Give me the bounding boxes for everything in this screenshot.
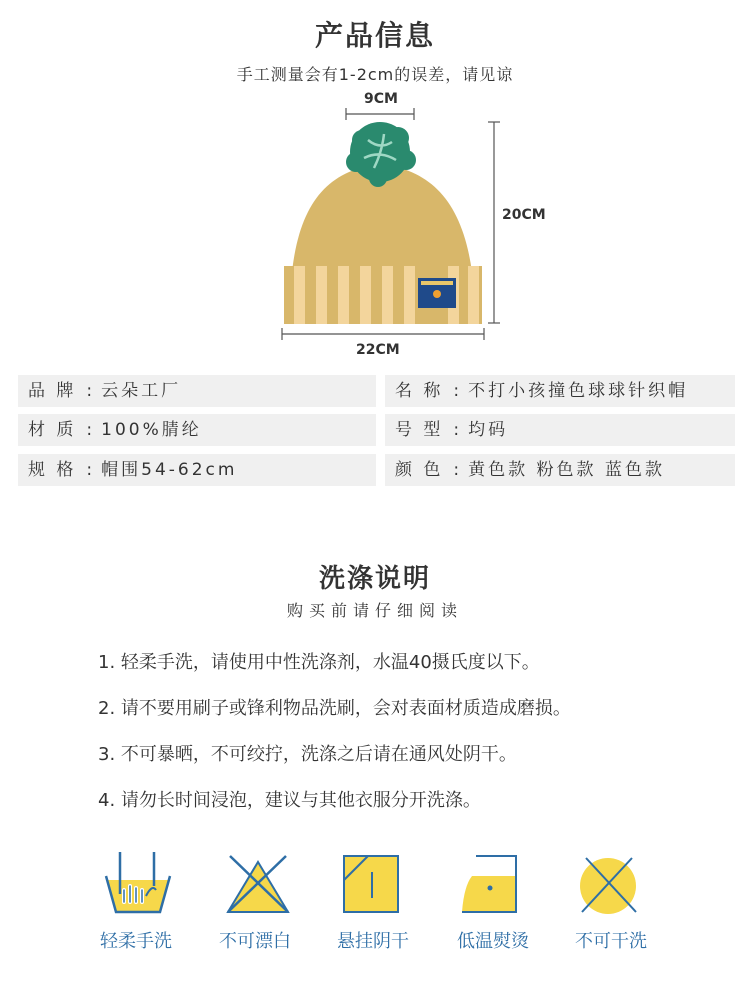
hat-illustration <box>0 0 750 370</box>
spec-value: 黄色款 粉色款 蓝色款 <box>468 460 665 480</box>
no-bleach-label: 不可漂白 <box>219 931 291 952</box>
spec-label: 颜 色 <box>395 460 444 480</box>
wash-instruction-item: 3. 不可暴晒，不可绞拧，洗涤之后请在通风处阴干。 <box>98 744 517 765</box>
spec-label: 材 质 <box>28 420 77 440</box>
spec-value: 均码 <box>468 420 509 440</box>
spec-row-name: 名 称 : 不打小孩撞色球球针织帽 <box>385 375 735 407</box>
low-iron-label: 低温熨烫 <box>457 931 529 952</box>
spec-row-brand: 品 牌 : 云朵工厂 <box>18 375 376 407</box>
hang-dry-icon <box>336 850 416 920</box>
spec-value: 100%腈纶 <box>101 420 202 440</box>
hat-width-label: 22CM <box>356 342 400 358</box>
measurement-note: 手工测量会有1-2cm的误差，请见谅 <box>236 65 514 84</box>
wash-instructions-subtitle: 购买前请仔细阅读 <box>286 601 463 620</box>
hat-height-label: 20CM <box>502 207 546 223</box>
wash-instruction-item: 4. 请勿长时间浸泡，建议与其他衣服分开洗涤。 <box>98 790 481 811</box>
wash-instructions-title: 洗涤说明 <box>318 564 431 594</box>
spec-value: 云朵工厂 <box>101 381 182 401</box>
spec-label: 名 称 <box>395 381 444 401</box>
spec-value: 不打小孩撞色球球针织帽 <box>468 381 689 401</box>
spec-label: 品 牌 <box>28 381 77 401</box>
hand-wash-icon <box>98 850 178 920</box>
hand-wash-label: 轻柔手洗 <box>100 931 172 952</box>
spec-row-size: 号 型 : 均码 <box>385 414 735 446</box>
spec-row-spec: 规 格 : 帽围54-62cm <box>18 454 376 486</box>
wash-instruction-item: 2. 请不要用刷子或锋利物品洗刷，会对表面材质造成磨损。 <box>98 698 571 719</box>
spec-row-color: 颜 色 : 黄色款 粉色款 蓝色款 <box>385 454 735 486</box>
spec-label: 号 型 <box>395 420 444 440</box>
low-iron-icon <box>456 850 536 920</box>
spec-label: 规 格 <box>28 460 77 480</box>
wash-instruction-item: 1. 轻柔手洗，请使用中性洗涤剂，水温40摄氏度以下。 <box>98 652 540 673</box>
hang-dry-label: 悬挂阴干 <box>337 931 409 952</box>
no-dry-clean-label: 不可干洗 <box>575 931 647 952</box>
no-dry-clean-icon <box>572 850 652 920</box>
product-info-title: 产品信息 <box>314 19 435 52</box>
pompom-width-label: 9CM <box>364 91 398 107</box>
spec-value: 帽围54-62cm <box>101 460 238 480</box>
no-bleach-icon <box>218 850 298 920</box>
spec-row-material: 材 质 : 100%腈纶 <box>18 414 376 446</box>
